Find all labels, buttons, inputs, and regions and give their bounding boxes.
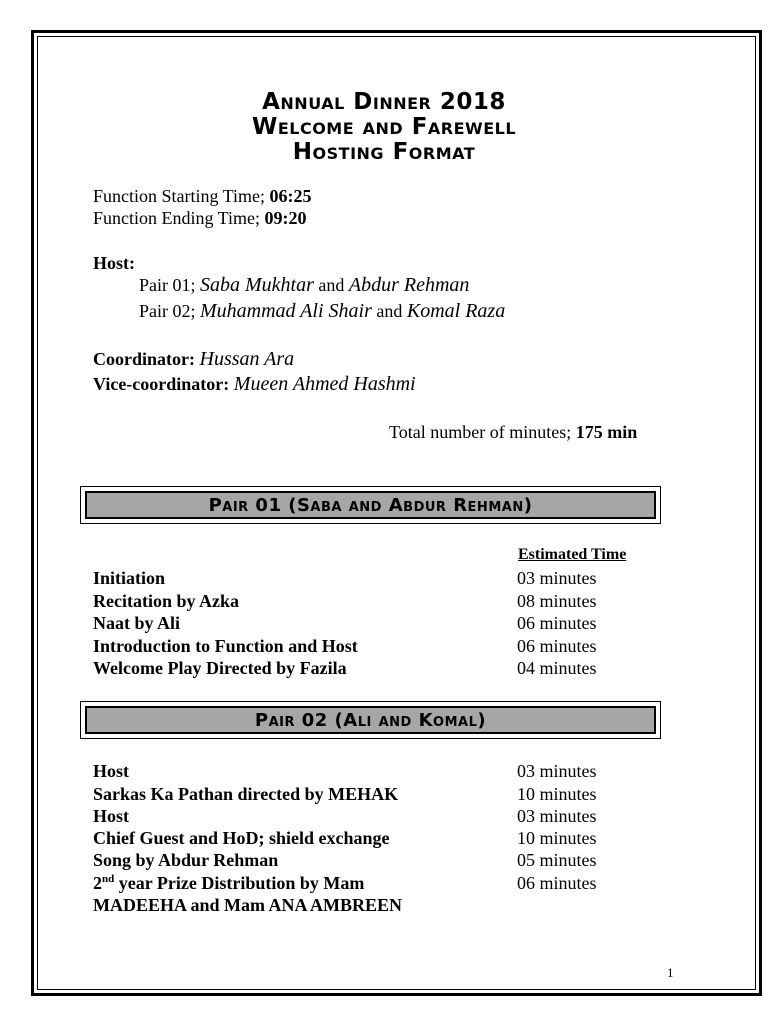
title-line-2: Welcome and Farewell bbox=[251, 114, 517, 140]
estimated-time-header: Estimated Time bbox=[518, 546, 627, 563]
program-row bbox=[93, 849, 653, 871]
coordinator-line bbox=[93, 348, 294, 370]
program-row bbox=[93, 590, 653, 612]
coordinator-label: Coordinator: bbox=[93, 349, 195, 369]
program-row bbox=[93, 872, 653, 894]
program-item-ordinal: nd bbox=[102, 873, 115, 885]
vice-coordinator-line bbox=[93, 373, 416, 395]
coordinator-name: Hussan Ara bbox=[199, 348, 295, 370]
title-line-1: Annual Dinner 2018 bbox=[262, 89, 506, 115]
vice-coordinator-label: Vice-coordinator: bbox=[93, 374, 230, 394]
program-time: 08 minutes bbox=[517, 591, 597, 611]
program-row bbox=[93, 612, 653, 634]
program-item: Recitation by Azka bbox=[93, 591, 239, 611]
program-item: Naat by Ali bbox=[93, 613, 181, 633]
program-time: 10 minutes bbox=[517, 784, 597, 804]
start-time-label: Function Starting Time; bbox=[93, 186, 266, 206]
program-item: Host bbox=[93, 761, 129, 781]
pair2-prefix: Pair 02; bbox=[139, 301, 196, 321]
end-time-line bbox=[93, 207, 307, 229]
section-banner-pair-2 bbox=[80, 701, 661, 739]
program-time: 03 minutes bbox=[517, 761, 597, 781]
program-row-continuation bbox=[93, 894, 653, 916]
program-time: 03 minutes bbox=[517, 568, 597, 588]
program-item: Welcome Play Directed by Fazila bbox=[93, 658, 347, 678]
host-pair-2 bbox=[139, 300, 505, 322]
vice-coordinator-name: Mueen Ahmed Hashmi bbox=[233, 373, 416, 395]
pair1-prefix: Pair 01; bbox=[139, 275, 196, 295]
section-banner-pair-1-label: Pair 01 (Saba and Abdur Rehman) bbox=[85, 491, 656, 519]
program-item-text: year Prize Distribution by Mam bbox=[114, 873, 365, 893]
program-item: Initiation bbox=[93, 568, 166, 588]
program-time: 06 minutes bbox=[517, 613, 597, 633]
title-line-3: Hosting Format bbox=[292, 139, 476, 165]
pair2-host-b: Komal Raza bbox=[406, 300, 506, 322]
start-time-value: 06:25 bbox=[269, 186, 312, 206]
host-label: Host: bbox=[93, 253, 135, 273]
pair2-and: and bbox=[376, 301, 403, 321]
program-item: Chief Guest and HoD; shield exchange bbox=[93, 828, 390, 848]
program-time: 04 minutes bbox=[517, 658, 597, 678]
program-item: Introduction to Function and Host bbox=[93, 636, 358, 656]
program-time: 10 minutes bbox=[517, 828, 597, 848]
section-banner-pair-2-label: Pair 02 (Ali and Komal) bbox=[85, 706, 656, 734]
section-banner-pair-1 bbox=[80, 486, 661, 524]
program-row bbox=[93, 805, 653, 827]
program-row bbox=[93, 760, 653, 782]
program-row bbox=[93, 657, 653, 679]
host-pair-1 bbox=[139, 274, 469, 296]
total-minutes-line bbox=[389, 421, 637, 443]
program-item-continued: MADEEHA and Mam ANA AMBREEN bbox=[93, 895, 403, 915]
program-item bbox=[93, 872, 364, 894]
start-time-line bbox=[93, 185, 312, 207]
end-time-value: 09:20 bbox=[264, 208, 307, 228]
program-row bbox=[93, 827, 653, 849]
total-minutes-label: Total number of minutes; bbox=[389, 422, 572, 442]
program-item: Song by Abdur Rehman bbox=[93, 850, 279, 870]
pair2-host-a: Muhammad Ali Shair bbox=[200, 300, 372, 322]
total-minutes-value: 175 min bbox=[575, 422, 638, 442]
end-time-label: Function Ending Time; bbox=[93, 208, 261, 228]
program-time: 03 minutes bbox=[517, 806, 597, 826]
program-time: 06 minutes bbox=[517, 636, 597, 656]
pair1-host-b: Abdur Rehman bbox=[348, 274, 470, 296]
program-row bbox=[93, 783, 653, 805]
program-item: Sarkas Ka Pathan directed by MEHAK bbox=[93, 784, 399, 804]
program-row bbox=[93, 635, 653, 657]
program-item: Host bbox=[93, 806, 129, 826]
program-time: 05 minutes bbox=[517, 850, 597, 870]
program-row bbox=[93, 567, 653, 589]
pair1-and: and bbox=[318, 275, 345, 295]
program-item-num: 2 bbox=[93, 873, 102, 893]
page-number: 1 bbox=[667, 965, 674, 980]
pair1-host-a: Saba Mukhtar bbox=[200, 274, 314, 296]
program-time: 06 minutes bbox=[517, 873, 597, 893]
